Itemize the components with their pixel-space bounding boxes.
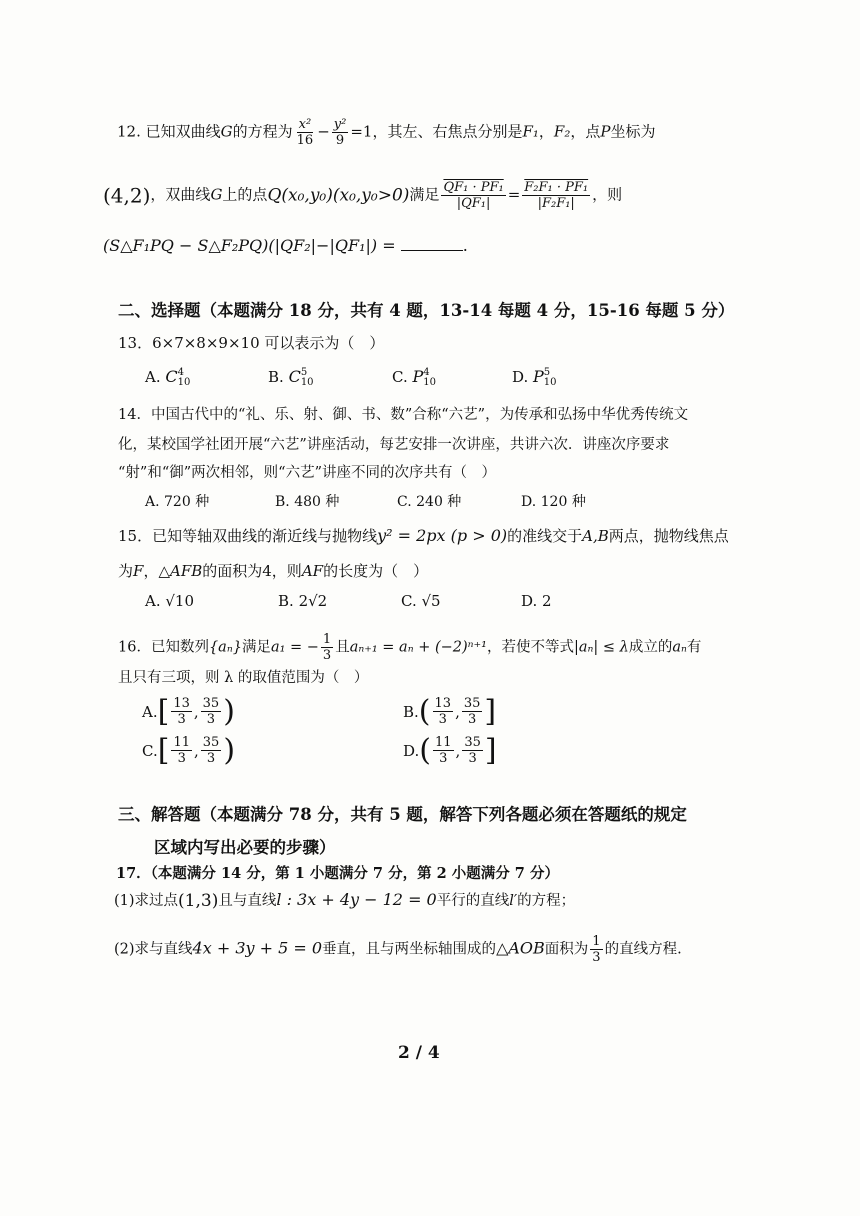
comma: , bbox=[193, 702, 199, 721]
subscript: 10 bbox=[300, 377, 314, 388]
option-text: 720 种 bbox=[164, 494, 210, 510]
option-label: D. bbox=[512, 368, 534, 386]
right-bracket: ) bbox=[223, 693, 235, 729]
q12-line2: (4,2)，双曲线G上的点Q(x₀,y₀)(x₀,y₀>0)满足 $\frac{\text{QF₁ · PF₁}}{\text{|QF₁|}}$ = $\frac{\text{F₂F₁ · PF₁}}{\text{|F₂F₁|}}$ ，则 bbox=[103, 180, 623, 211]
q16-line1: 16．已知数列{aₙ}满足a₁ = − $\frac{1}{3}$ 且aₙ₊₁ = aₙ + (−2)ⁿ⁺¹，若使不等式|aₙ| ≤ λ成立的aₙ有 bbox=[118, 632, 702, 663]
comma: , bbox=[193, 741, 199, 760]
numerator: 35 bbox=[464, 735, 481, 750]
option-scripts bbox=[178, 368, 191, 388]
answer-blank[interactable] bbox=[401, 236, 463, 251]
right-bracket: ] bbox=[484, 693, 497, 729]
option-label: D. bbox=[521, 592, 543, 610]
subscript: 10 bbox=[543, 377, 557, 388]
q14-line1: 14．中国古代中的“礼、乐、射、御、书、数”合称“六艺”，为传承和弘扬中华优秀传统文 bbox=[118, 407, 689, 423]
option-symbol: P bbox=[533, 367, 544, 386]
option-text: 240 种 bbox=[416, 494, 462, 510]
q12-line1: 12. 已知双曲线G的方程为 $\frac{\text{x²}}{16}$ − $\frac{\text{y²}}{9}$ =1，其左、右焦点分别是F₁，F₂，点P坐标为 bbox=[117, 117, 656, 148]
q16-option-a[interactable] bbox=[142, 693, 235, 729]
option-label: B. bbox=[268, 368, 289, 386]
denominator: 3 bbox=[206, 712, 216, 727]
option-symbol: P bbox=[412, 367, 424, 386]
numerator: 35 bbox=[202, 735, 220, 750]
denominator: 3 bbox=[468, 751, 477, 766]
fraction bbox=[171, 735, 192, 766]
option-scripts bbox=[544, 368, 557, 388]
denominator: 3 bbox=[439, 751, 448, 766]
option-label: B. bbox=[403, 702, 419, 721]
numerator: 11 bbox=[173, 735, 190, 750]
option-text: 2√2 bbox=[298, 592, 328, 610]
option-label: A. bbox=[142, 702, 158, 721]
fraction: $\frac{\text{x²}}{16}$ bbox=[296, 117, 314, 148]
option-text: √5 bbox=[421, 592, 441, 610]
q17-part1: (1)求过点(1,3)且与直线l : 3x + 4y − 12 = 0平行的直线l′的方程； bbox=[114, 890, 576, 911]
q15-option-d[interactable] bbox=[521, 592, 552, 610]
right-bracket: ] bbox=[484, 732, 497, 768]
option-text: 120 种 bbox=[540, 494, 586, 510]
q13-option-b[interactable] bbox=[268, 367, 314, 388]
section-3-title-line2: 区域内写出必要的步骤） bbox=[154, 838, 336, 857]
q15-line2: 为F，△AFB的面积为4，则AF的长度为（ ） bbox=[118, 562, 429, 580]
q14-option-c[interactable] bbox=[397, 491, 461, 511]
option-label: D. bbox=[521, 494, 541, 510]
denominator: 3 bbox=[177, 712, 186, 727]
fraction bbox=[462, 735, 483, 766]
superscript: 4 bbox=[423, 367, 430, 378]
option-text: √10 bbox=[165, 592, 195, 610]
q13-option-d[interactable] bbox=[512, 367, 557, 388]
section-2-title: 二、选择题（本题满分 18 分，共有 4 题，13-14 每题 4 分，15-16 每题 5 分） bbox=[118, 301, 735, 320]
fraction: $\frac{\text{QF₁ · PF₁}}{\text{|QF₁|}}$ bbox=[443, 180, 504, 211]
q15-option-a[interactable] bbox=[145, 592, 194, 610]
option-scripts bbox=[423, 368, 436, 388]
subscript: 10 bbox=[177, 377, 191, 388]
comma: , bbox=[455, 741, 461, 760]
fraction bbox=[201, 735, 222, 766]
section-3-title-line1: 三、解答题（本题满分 78 分，共有 5 题，解答下列各题必须在答题纸的规定 bbox=[118, 805, 687, 824]
q14-option-d[interactable] bbox=[521, 491, 586, 511]
left-bracket: [ bbox=[157, 732, 170, 768]
denominator: 3 bbox=[177, 751, 186, 766]
q14-line3: “射”和“御”两次相邻，则“六艺”讲座不同的次序共有（ ） bbox=[118, 465, 496, 481]
option-label: D. bbox=[403, 741, 420, 760]
superscript: 4 bbox=[177, 367, 184, 378]
option-scripts bbox=[301, 368, 314, 388]
superscript: 5 bbox=[543, 367, 551, 378]
fraction bbox=[433, 735, 454, 766]
q15-option-c[interactable] bbox=[401, 592, 441, 610]
option-label: B. bbox=[275, 494, 295, 510]
option-symbol: C bbox=[165, 367, 178, 386]
q17-header: 17．（本题满分 14 分，第 1 小题满分 7 分，第 2 小题满分 7 分） bbox=[116, 865, 559, 882]
option-label: A. bbox=[145, 368, 166, 386]
fraction bbox=[171, 696, 192, 727]
fraction: $\frac{1}{3}$ bbox=[592, 934, 601, 965]
option-label: A. bbox=[145, 494, 165, 510]
q14-line2: 化，某校国学社团开展“六艺”讲座活动，每艺安排一次讲座，共讲六次．讲座次序要求 bbox=[118, 437, 670, 453]
fraction: $\frac{\text{F₂F₁ · PF₁}}{\text{|F₂F₁|}}$ bbox=[524, 180, 589, 211]
fraction bbox=[462, 696, 483, 727]
option-label: C. bbox=[392, 368, 413, 386]
page-number: 2 / 4 bbox=[398, 1043, 440, 1063]
fraction: $\frac{\text{y²}}{9}$ bbox=[333, 117, 347, 148]
option-label: A. bbox=[145, 592, 166, 610]
q13-stem: 13．6×7×8×9×10 可以表示为（ ） bbox=[118, 334, 385, 352]
q16-line2: 且只有三项，则 λ 的取值范围为（ ） bbox=[118, 670, 369, 686]
subscript: 10 bbox=[423, 377, 436, 388]
option-symbol: C bbox=[288, 367, 301, 386]
fraction bbox=[433, 696, 454, 727]
q13-option-a[interactable] bbox=[145, 367, 190, 388]
q17-part2: (2)求与直线4x + 3y + 5 = 0垂直，且与两坐标轴围成的△AOB面积为 $\frac{1}{3}$ 的直线方程. bbox=[114, 934, 682, 965]
q12-number: 12. bbox=[117, 122, 141, 141]
q14-option-a[interactable] bbox=[145, 491, 209, 511]
denominator: 3 bbox=[467, 712, 477, 727]
numerator: 35 bbox=[202, 696, 220, 711]
superscript: 5 bbox=[300, 367, 308, 378]
q16-option-d[interactable] bbox=[403, 732, 497, 768]
numerator: 13 bbox=[434, 696, 452, 711]
q16-option-c[interactable] bbox=[142, 732, 236, 768]
option-label: C. bbox=[401, 592, 422, 610]
option-text: 480 种 bbox=[294, 494, 340, 510]
q16-option-b[interactable] bbox=[403, 693, 497, 729]
q13-option-c[interactable] bbox=[392, 367, 436, 388]
q14-option-b[interactable] bbox=[275, 491, 339, 511]
denominator: 3 bbox=[206, 751, 216, 766]
left-bracket: ( bbox=[419, 732, 431, 768]
option-label: C. bbox=[142, 741, 158, 760]
q15-option-b[interactable] bbox=[278, 592, 327, 610]
fraction bbox=[201, 696, 222, 727]
option-label: B. bbox=[278, 592, 299, 610]
left-bracket: [ bbox=[157, 693, 170, 729]
q12-line3: (S△F₁PQ − S△F₂PQ)(|QF₂|−|QF₁|) = . bbox=[103, 236, 468, 255]
right-bracket: ) bbox=[223, 732, 236, 768]
q15-line1: 15．已知等轴双曲线的渐近线与抛物线y² = 2px (p > 0)的准线交于A,B两点，抛物线焦点 bbox=[118, 526, 729, 545]
denominator: 3 bbox=[438, 712, 447, 727]
numerator: 11 bbox=[434, 735, 452, 750]
comma: , bbox=[455, 702, 460, 721]
option-label: C. bbox=[397, 494, 417, 510]
left-bracket: ( bbox=[418, 693, 431, 729]
option-text: 2 bbox=[542, 592, 552, 610]
fraction: $\frac{1}{3}$ bbox=[322, 632, 332, 663]
numerator: 13 bbox=[173, 696, 190, 711]
numerator: 35 bbox=[463, 696, 481, 711]
